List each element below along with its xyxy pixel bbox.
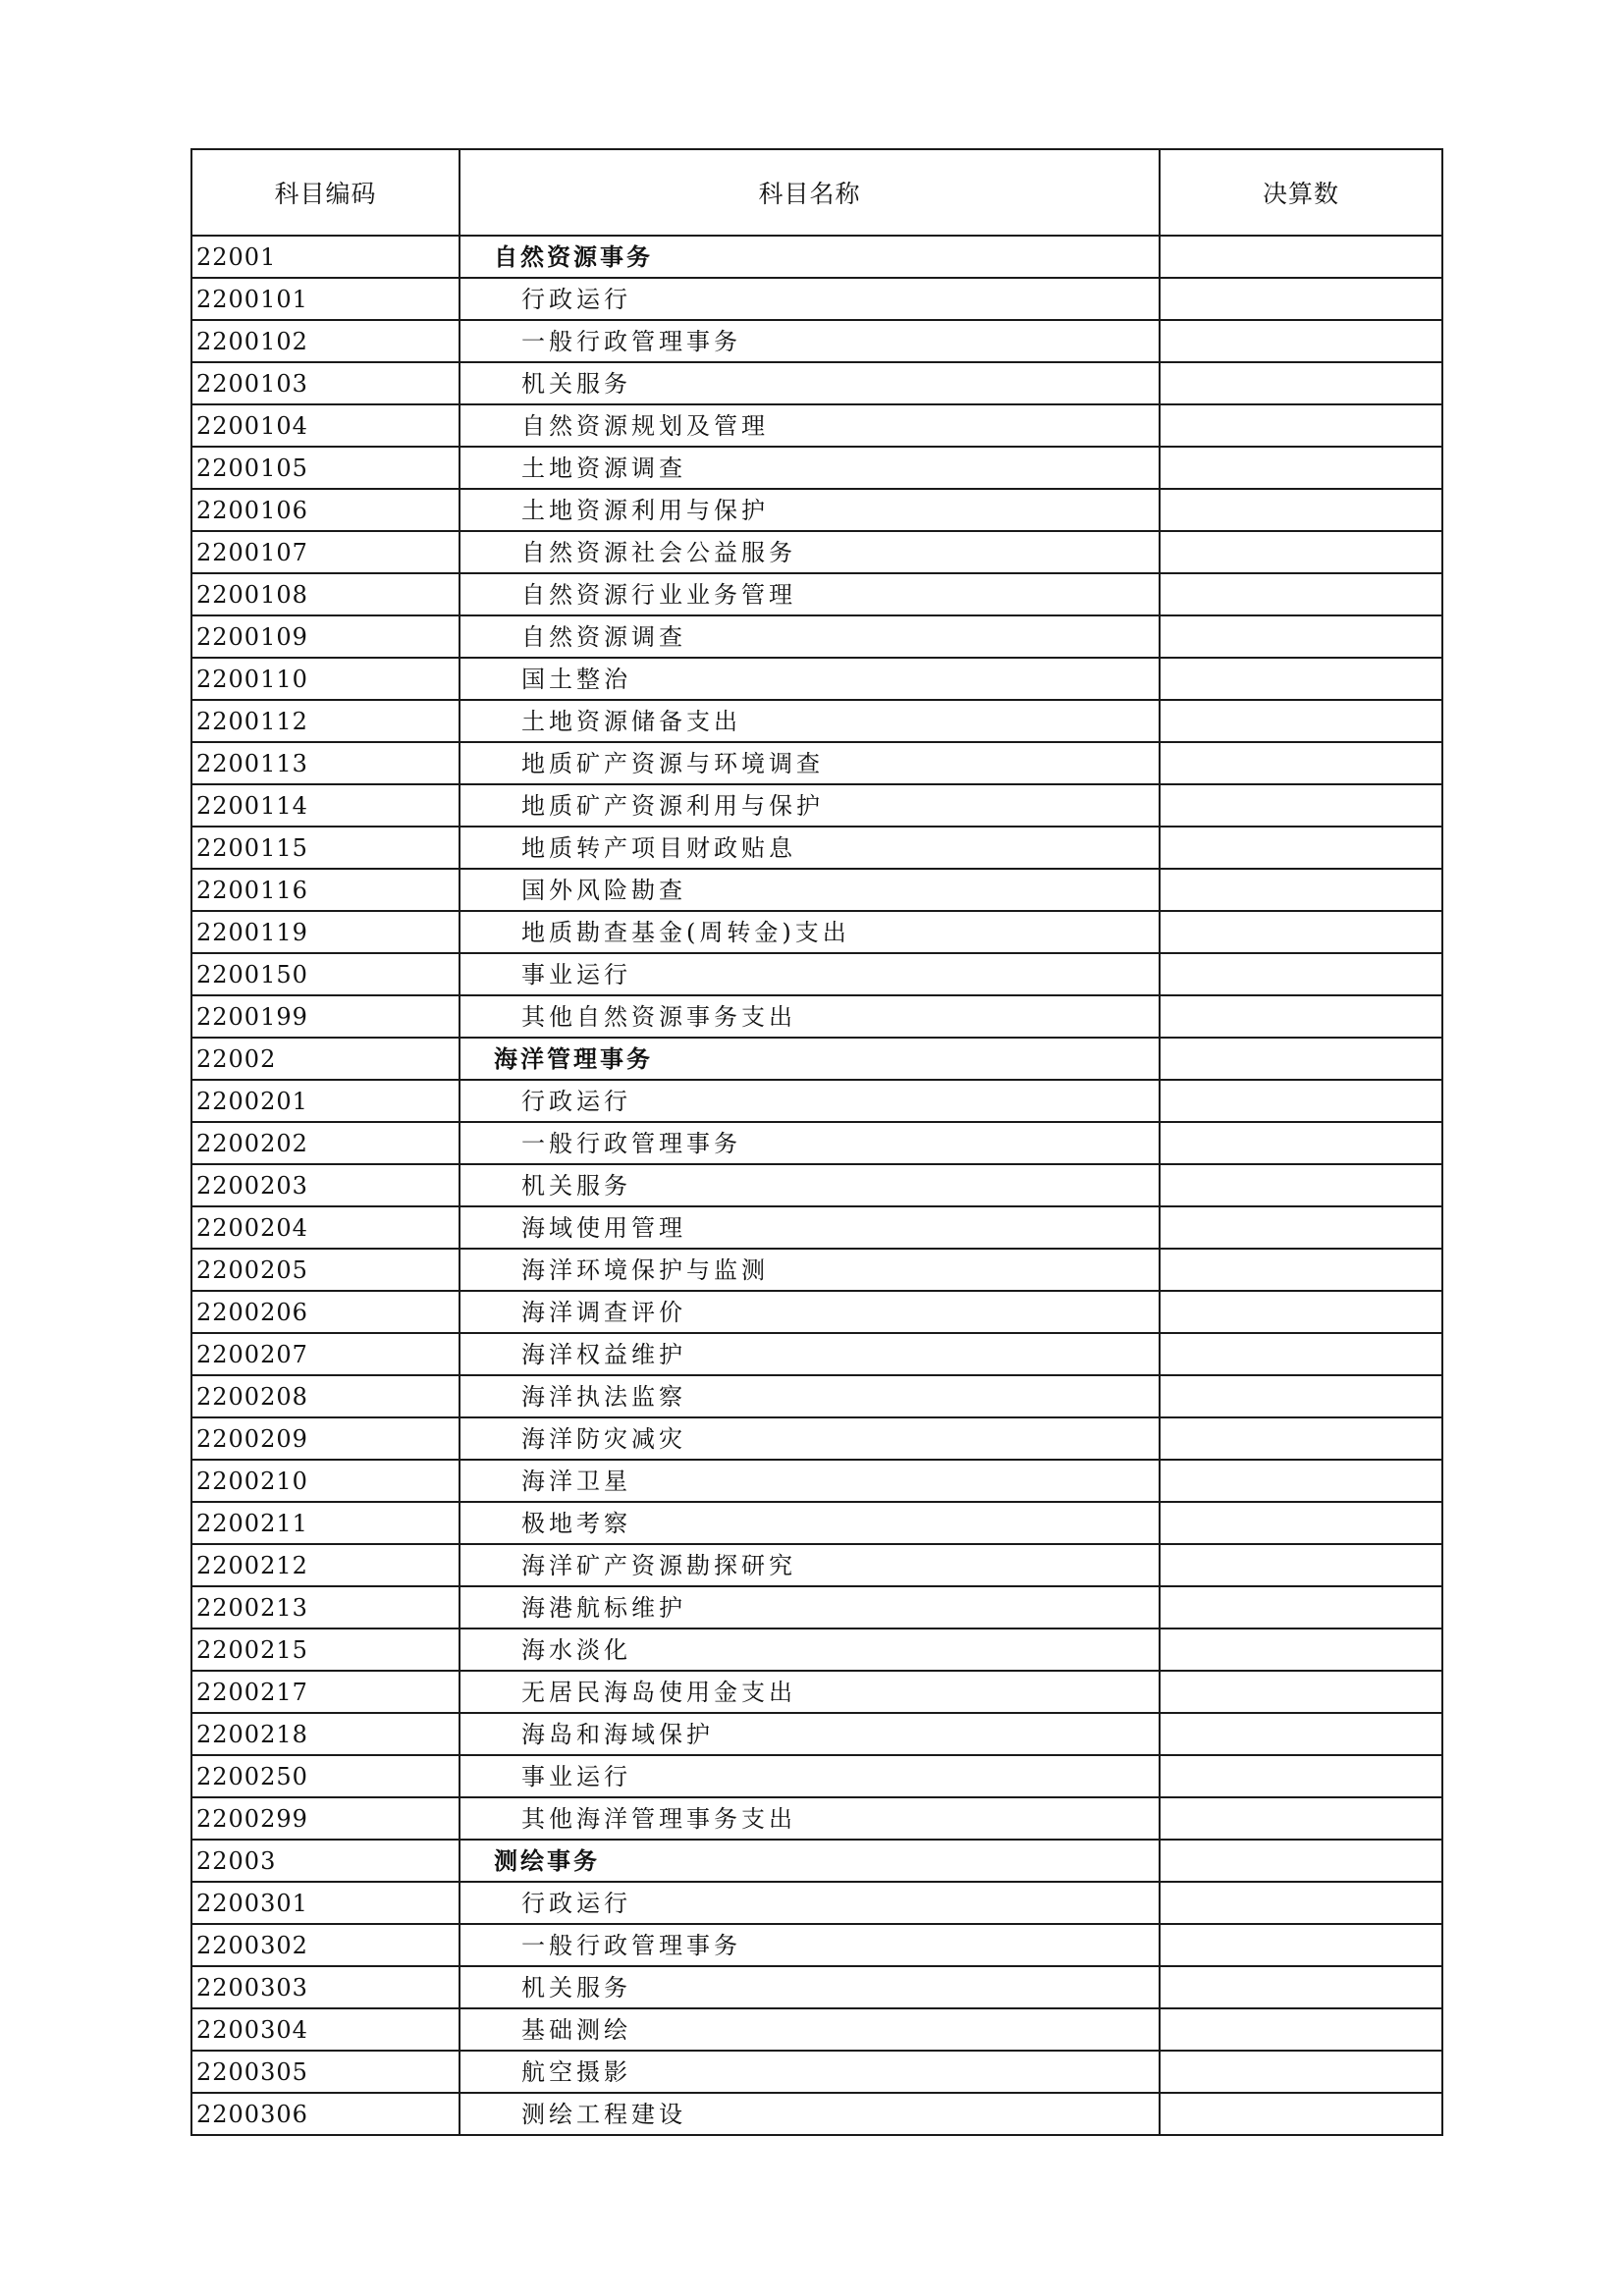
table-row: [191, 489, 1442, 531]
final-amount-cell: [1160, 447, 1442, 489]
subject-code-cell: 2200119: [191, 911, 460, 953]
table-row: [191, 1966, 1442, 2008]
table-row: [191, 531, 1442, 573]
subject-name-cell: 机关服务: [460, 1164, 1160, 1206]
table-row: [191, 2093, 1442, 2135]
final-amount-cell: [1160, 1797, 1442, 1840]
final-amount-cell: [1160, 1249, 1442, 1291]
table-row: [191, 1122, 1442, 1164]
final-amount-cell: [1160, 236, 1442, 278]
final-amount-cell: [1160, 1924, 1442, 1966]
final-amount-cell: [1160, 995, 1442, 1038]
subject-name-cell: 海洋执法监察: [460, 1375, 1160, 1417]
subject-name-cell: 测绘工程建设: [460, 2093, 1160, 2135]
category-row: [191, 1840, 1442, 1882]
final-amount-cell: [1160, 404, 1442, 447]
final-amount-cell: [1160, 1333, 1442, 1375]
subject-name-cell: 海洋权益维护: [460, 1333, 1160, 1375]
subject-name-cell: 其他自然资源事务支出: [460, 995, 1160, 1038]
table-row: [191, 869, 1442, 911]
subject-code-cell: 22001: [191, 236, 460, 278]
table-row: [191, 573, 1442, 615]
table-row: [191, 1375, 1442, 1417]
final-amount-cell: [1160, 1586, 1442, 1629]
subject-code-cell: 2200109: [191, 615, 460, 658]
subject-code-cell: 2200105: [191, 447, 460, 489]
final-amount-cell: [1160, 362, 1442, 404]
final-amount-cell: [1160, 2051, 1442, 2093]
final-amount-cell: [1160, 658, 1442, 700]
subject-code-cell: 2200304: [191, 2008, 460, 2051]
subject-name-cell: 事业运行: [460, 1755, 1160, 1797]
subject-name-cell: 海洋矿产资源勘探研究: [460, 1544, 1160, 1586]
final-amount-cell: [1160, 615, 1442, 658]
subject-code-cell: 22002: [191, 1038, 460, 1080]
subject-code-cell: 2200106: [191, 489, 460, 531]
final-amount-cell: [1160, 700, 1442, 742]
subject-name-cell: 国土整治: [460, 658, 1160, 700]
subject-name-cell: 事业运行: [460, 953, 1160, 995]
subject-name-cell: 行政运行: [460, 1882, 1160, 1924]
subject-name-cell: 土地资源储备支出: [460, 700, 1160, 742]
final-amount-cell: [1160, 1629, 1442, 1671]
table-row: [191, 1713, 1442, 1755]
subject-name-cell: 无居民海岛使用金支出: [460, 1671, 1160, 1713]
subject-code-cell: 2200210: [191, 1460, 460, 1502]
subject-name-cell: 地质矿产资源与环境调查: [460, 742, 1160, 784]
table-row: [191, 1797, 1442, 1840]
table-row: [191, 1755, 1442, 1797]
table-row: [191, 658, 1442, 700]
subject-code-cell: 2200302: [191, 1924, 460, 1966]
subject-code-cell: 2200207: [191, 1333, 460, 1375]
final-amount-cell: [1160, 1966, 1442, 2008]
subject-name-cell: 极地考察: [460, 1502, 1160, 1544]
subject-code-cell: 2200250: [191, 1755, 460, 1797]
subject-name-cell: 地质转产项目财政贴息: [460, 827, 1160, 869]
table-row: [191, 1206, 1442, 1249]
subject-code-cell: 2200213: [191, 1586, 460, 1629]
table-row: [191, 1544, 1442, 1586]
final-amount-cell: [1160, 1038, 1442, 1080]
subject-code-cell: 2200113: [191, 742, 460, 784]
final-amount-cell: [1160, 1840, 1442, 1882]
table-row: [191, 320, 1442, 362]
table-row: [191, 700, 1442, 742]
subject-code-cell: 2200199: [191, 995, 460, 1038]
subject-name-cell: 一般行政管理事务: [460, 1122, 1160, 1164]
subject-name-cell: 一般行政管理事务: [460, 320, 1160, 362]
final-amount-cell: [1160, 784, 1442, 827]
subject-code-cell: 2200215: [191, 1629, 460, 1671]
subject-code-cell: 2200212: [191, 1544, 460, 1586]
subject-name-cell: 海洋调查评价: [460, 1291, 1160, 1333]
subject-code-cell: 2200206: [191, 1291, 460, 1333]
subject-name-cell: 海洋环境保护与监测: [460, 1249, 1160, 1291]
subject-code-cell: 2200204: [191, 1206, 460, 1249]
table-row: [191, 1671, 1442, 1713]
final-amount-cell: [1160, 1713, 1442, 1755]
final-amount-cell: [1160, 1671, 1442, 1713]
final-amount-cell: [1160, 1122, 1442, 1164]
category-row: [191, 1038, 1442, 1080]
subject-code-cell: 2200218: [191, 1713, 460, 1755]
subject-code-cell: 2200211: [191, 1502, 460, 1544]
subject-name-cell: 机关服务: [460, 362, 1160, 404]
header-code: 科目编码: [191, 149, 460, 236]
subject-name-cell: 自然资源社会公益服务: [460, 531, 1160, 573]
table-row: [191, 2008, 1442, 2051]
subject-code-cell: 2200208: [191, 1375, 460, 1417]
table-row: [191, 1417, 1442, 1460]
subject-code-cell: 2200305: [191, 2051, 460, 2093]
subject-code-cell: 2200112: [191, 700, 460, 742]
subject-name-cell: 地质勘查基金(周转金)支出: [460, 911, 1160, 953]
budget-table: [190, 148, 1443, 2136]
table-row: [191, 784, 1442, 827]
table-row: [191, 742, 1442, 784]
category-row: [191, 236, 1442, 278]
final-amount-cell: [1160, 1755, 1442, 1797]
header-amount: 决算数: [1160, 149, 1442, 236]
final-amount-cell: [1160, 1375, 1442, 1417]
subject-name-cell: 海洋卫星: [460, 1460, 1160, 1502]
final-amount-cell: [1160, 869, 1442, 911]
subject-code-cell: 22003: [191, 1840, 460, 1882]
subject-code-cell: 2200115: [191, 827, 460, 869]
subject-name-cell: 地质矿产资源利用与保护: [460, 784, 1160, 827]
final-amount-cell: [1160, 2093, 1442, 2135]
subject-name-cell: 海港航标维护: [460, 1586, 1160, 1629]
table-row: [191, 1249, 1442, 1291]
final-amount-cell: [1160, 489, 1442, 531]
table-row: [191, 1460, 1442, 1502]
subject-code-cell: 2200299: [191, 1797, 460, 1840]
table-row: [191, 362, 1442, 404]
subject-name-cell: 自然资源规划及管理: [460, 404, 1160, 447]
subject-code-cell: 2200306: [191, 2093, 460, 2135]
table-row: [191, 1629, 1442, 1671]
subject-code-cell: 2200103: [191, 362, 460, 404]
table-row: [191, 615, 1442, 658]
subject-code-cell: 2200201: [191, 1080, 460, 1122]
final-amount-cell: [1160, 953, 1442, 995]
subject-name-cell: 航空摄影: [460, 2051, 1160, 2093]
final-amount-cell: [1160, 1291, 1442, 1333]
final-amount-cell: [1160, 573, 1442, 615]
final-amount-cell: [1160, 1417, 1442, 1460]
final-amount-cell: [1160, 278, 1442, 320]
final-amount-cell: [1160, 911, 1442, 953]
subject-code-cell: 2200104: [191, 404, 460, 447]
final-amount-cell: [1160, 742, 1442, 784]
table-row: [191, 278, 1442, 320]
subject-code-cell: 2200202: [191, 1122, 460, 1164]
table-row: [191, 1333, 1442, 1375]
table-header: [191, 149, 1442, 236]
table-row: [191, 1164, 1442, 1206]
subject-code-cell: 2200217: [191, 1671, 460, 1713]
table-row: [191, 1924, 1442, 1966]
subject-name-cell: 海洋管理事务: [460, 1038, 1160, 1080]
subject-name-cell: 一般行政管理事务: [460, 1924, 1160, 1966]
subject-code-cell: 2200114: [191, 784, 460, 827]
final-amount-cell: [1160, 320, 1442, 362]
table-row: [191, 1080, 1442, 1122]
subject-code-cell: 2200301: [191, 1882, 460, 1924]
final-amount-cell: [1160, 531, 1442, 573]
subject-name-cell: 自然资源事务: [460, 236, 1160, 278]
table-row: [191, 447, 1442, 489]
subject-name-cell: 海岛和海域保护: [460, 1713, 1160, 1755]
subject-name-cell: 自然资源调查: [460, 615, 1160, 658]
subject-name-cell: 机关服务: [460, 1966, 1160, 2008]
table-row: [191, 404, 1442, 447]
subject-code-cell: 2200102: [191, 320, 460, 362]
subject-code-cell: 2200209: [191, 1417, 460, 1460]
subject-code-cell: 2200108: [191, 573, 460, 615]
subject-name-cell: 海水淡化: [460, 1629, 1160, 1671]
table-row: [191, 911, 1442, 953]
subject-name-cell: 测绘事务: [460, 1840, 1160, 1882]
subject-name-cell: 其他海洋管理事务支出: [460, 1797, 1160, 1840]
table-row: [191, 2051, 1442, 2093]
subject-name-cell: 自然资源行业业务管理: [460, 573, 1160, 615]
subject-code-cell: 2200107: [191, 531, 460, 573]
table-row: [191, 1502, 1442, 1544]
table-row: [191, 827, 1442, 869]
subject-code-cell: 2200101: [191, 278, 460, 320]
subject-name-cell: 土地资源利用与保护: [460, 489, 1160, 531]
header-row: [191, 149, 1442, 236]
table-row: [191, 1291, 1442, 1333]
subject-code-cell: 2200110: [191, 658, 460, 700]
final-amount-cell: [1160, 1882, 1442, 1924]
final-amount-cell: [1160, 827, 1442, 869]
final-amount-cell: [1160, 1164, 1442, 1206]
subject-name-cell: 行政运行: [460, 1080, 1160, 1122]
final-amount-cell: [1160, 1206, 1442, 1249]
table-body: [191, 236, 1442, 2135]
final-amount-cell: [1160, 1460, 1442, 1502]
subject-name-cell: 基础测绘: [460, 2008, 1160, 2051]
subject-name-cell: 国外风险勘查: [460, 869, 1160, 911]
final-amount-cell: [1160, 1502, 1442, 1544]
subject-name-cell: 土地资源调查: [460, 447, 1160, 489]
final-amount-cell: [1160, 1080, 1442, 1122]
subject-name-cell: 行政运行: [460, 278, 1160, 320]
subject-code-cell: 2200150: [191, 953, 460, 995]
table-row: [191, 953, 1442, 995]
subject-name-cell: 海洋防灾减灾: [460, 1417, 1160, 1460]
table-row: [191, 995, 1442, 1038]
final-amount-cell: [1160, 1544, 1442, 1586]
header-name: 科目名称: [460, 149, 1160, 236]
final-amount-cell: [1160, 2008, 1442, 2051]
subject-code-cell: 2200203: [191, 1164, 460, 1206]
subject-code-cell: 2200205: [191, 1249, 460, 1291]
table-row: [191, 1586, 1442, 1629]
subject-name-cell: 海域使用管理: [460, 1206, 1160, 1249]
table-row: [191, 1882, 1442, 1924]
subject-code-cell: 2200116: [191, 869, 460, 911]
subject-code-cell: 2200303: [191, 1966, 460, 2008]
